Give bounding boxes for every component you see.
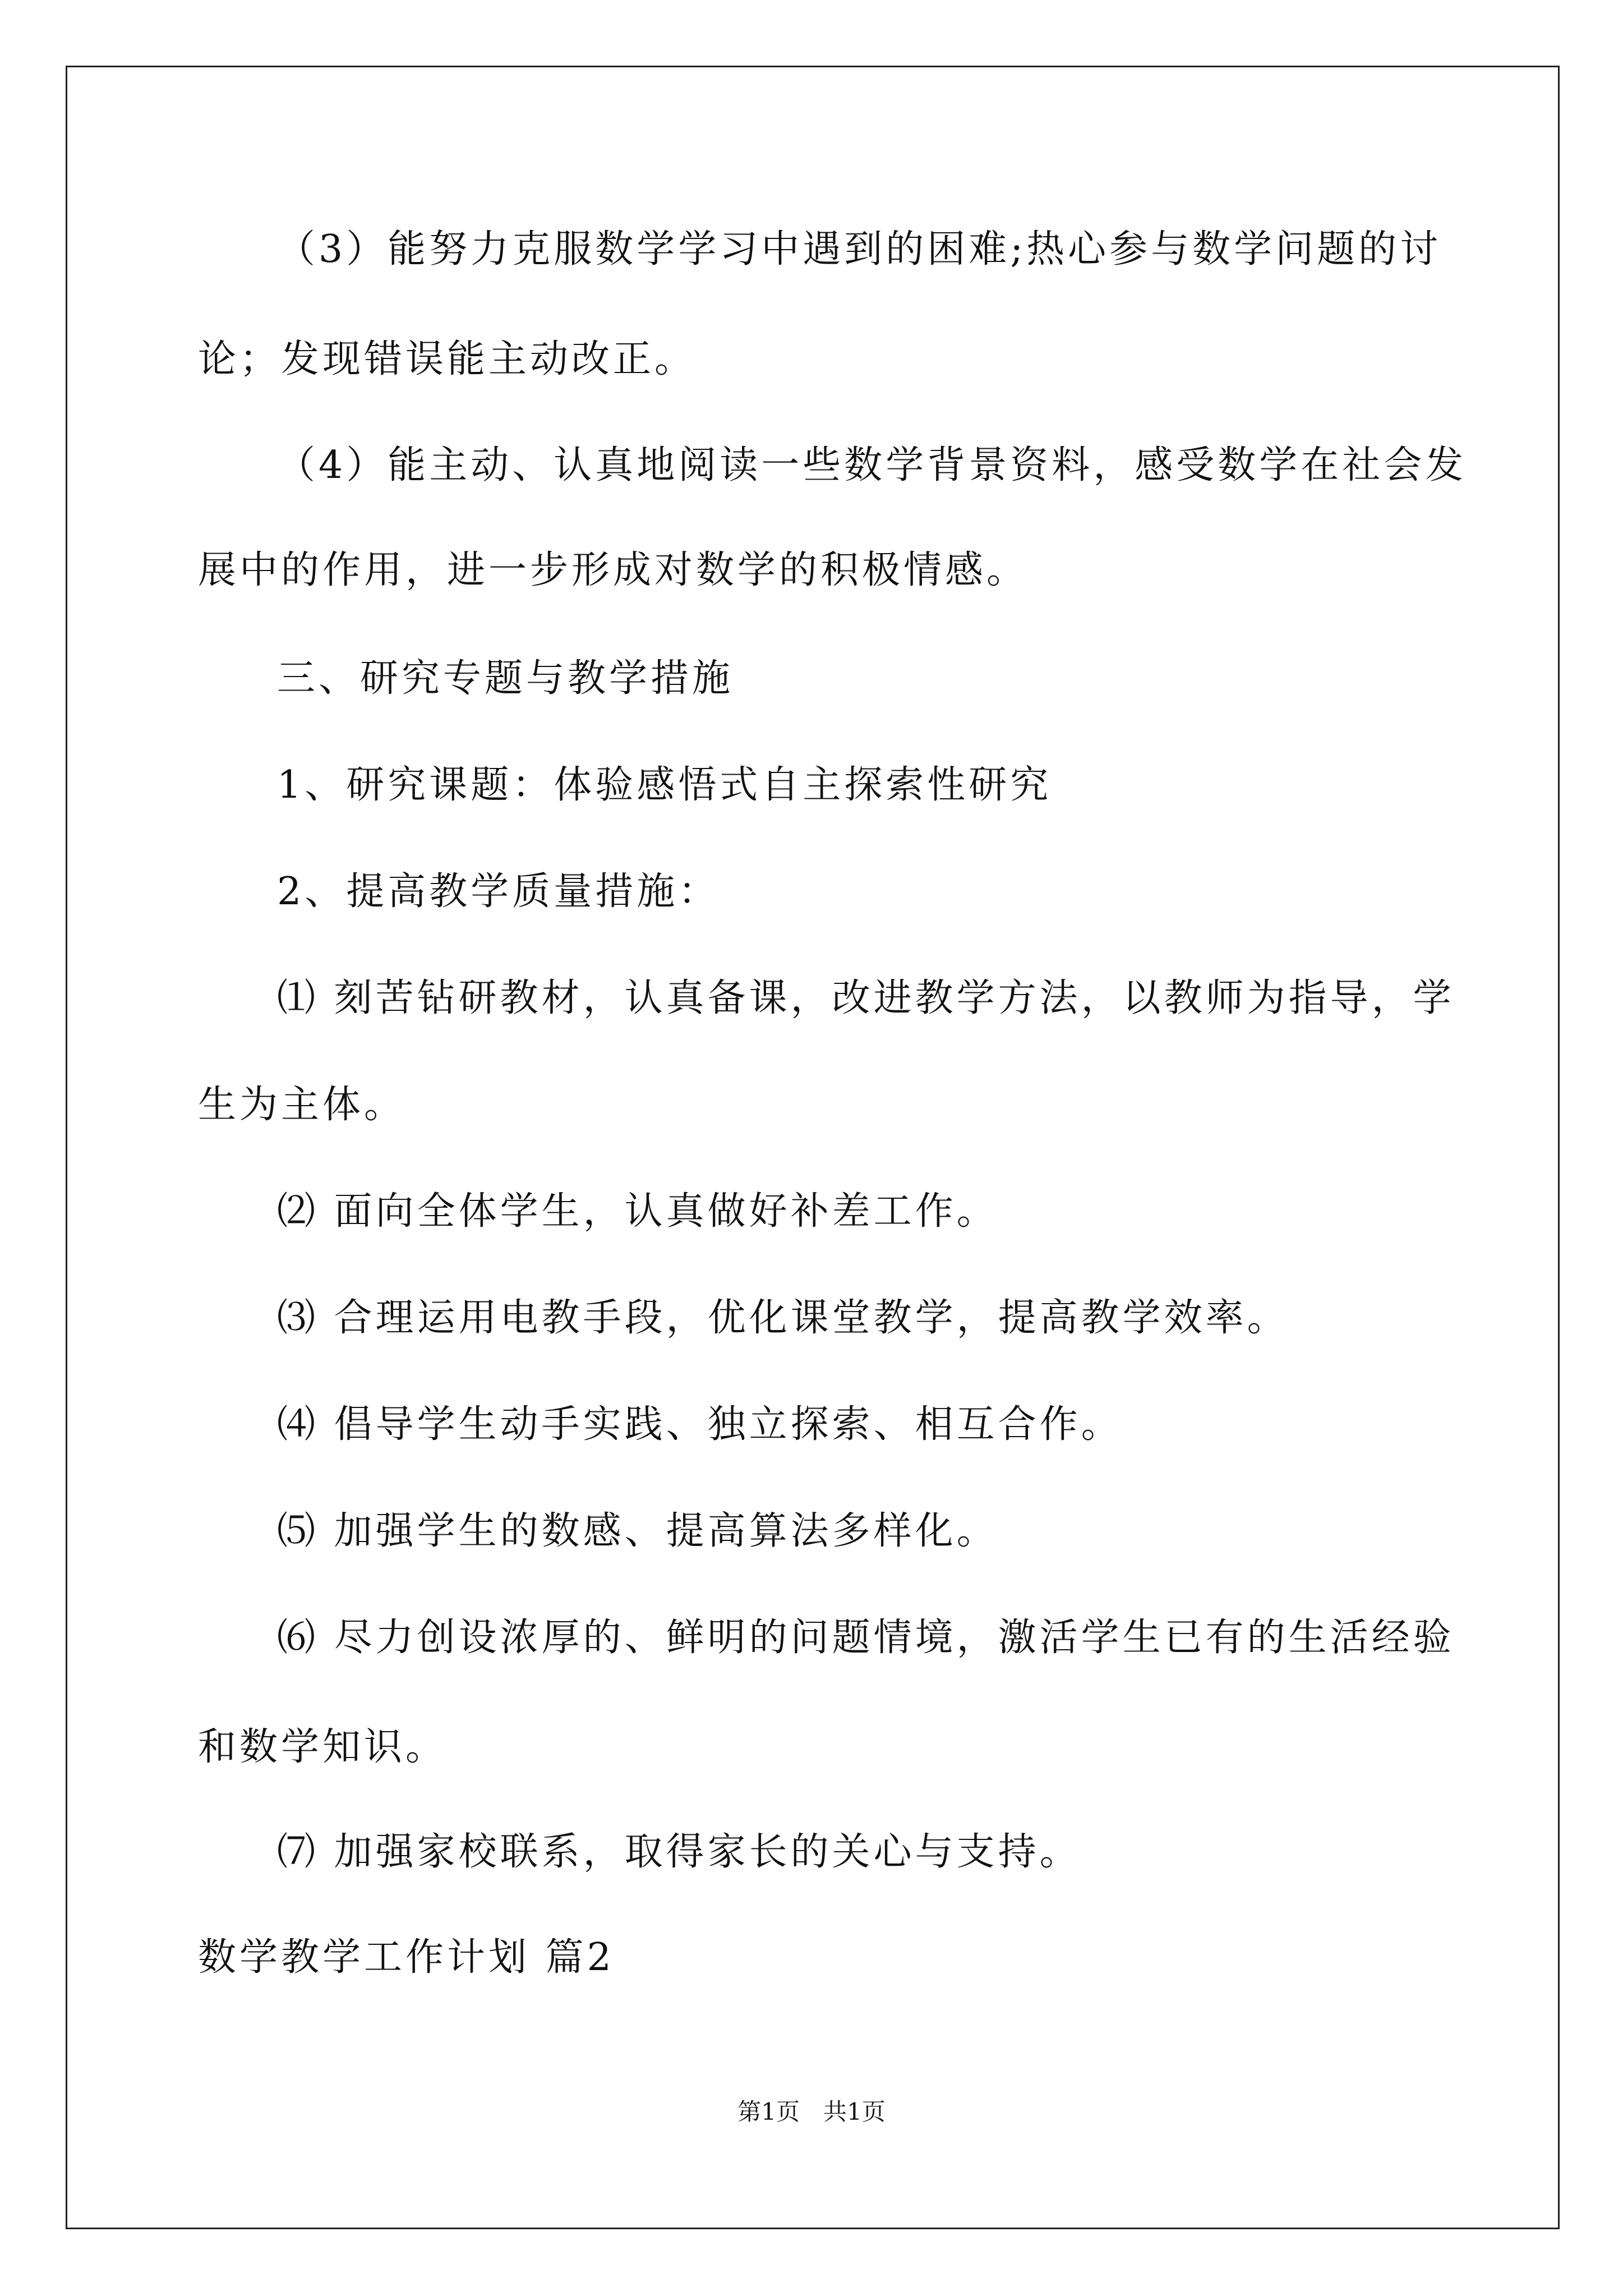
page-border xyxy=(66,66,1560,2229)
paragraph-line: 1、研究课题：体验感悟式自主探索性研究 xyxy=(277,763,1052,807)
paragraph-line: （3）能努力克服数学学习中遇到的困难;热心参与数学问题的讨 xyxy=(277,227,1442,272)
paragraph-line: 展中的作用，进一步形成对数学的积极情感。 xyxy=(198,548,1029,592)
next-section-title: 数学教学工作计划 篇2 xyxy=(198,1935,615,1980)
paragraph-line: 生为主体。 xyxy=(198,1083,406,1127)
paragraph-line: 和数学知识。 xyxy=(198,1725,448,1769)
paragraph-line: （4）能主动、认真地阅读一些数学背景资料，感受数学在社会发 xyxy=(277,443,1467,487)
list-item: ⑵ 面向全体学生，认真做好补差工作。 xyxy=(277,1189,998,1234)
list-item: ⑹ 尽力创设浓厚的、鲜明的问题情境，激活学生已有的生活经验 xyxy=(277,1616,1455,1660)
paragraph-line: 2、提高教学质量措施： xyxy=(277,869,720,914)
list-item: ⑸ 加强学生的数感、提高算法多样化。 xyxy=(277,1509,998,1553)
page-footer: 第1页 共1页 xyxy=(737,2098,886,2125)
list-item: ⑺ 加强家校联系，取得家长的关心与支持。 xyxy=(277,1830,1081,1874)
list-item: ⑶ 合理运用电教手段，优化课堂教学，提高教学效率。 xyxy=(277,1296,1289,1340)
paragraph-line: 论；发现错误能主动改正。 xyxy=(198,337,697,381)
section-heading: 三、研究专题与教学措施 xyxy=(277,656,734,701)
list-item: ⑷ 倡导学生动手实践、独立探索、相互合作。 xyxy=(277,1402,1123,1447)
list-item: ⑴ 刻苦钻研教材，认真备课，改进教学方法，以教师为指导，学 xyxy=(277,976,1455,1020)
